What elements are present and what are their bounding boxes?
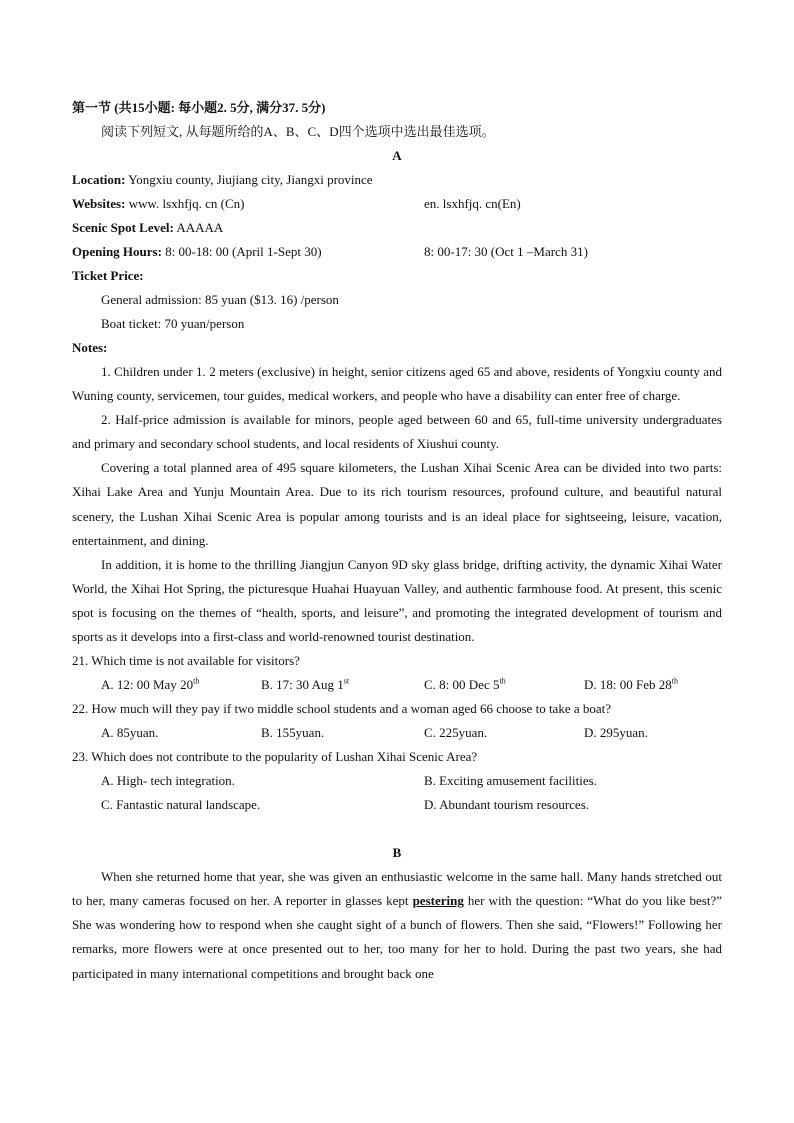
question-22-option-b[interactable]: B. 155yuan. [261, 725, 325, 741]
location-value: Yongxiu county, Jiujiang city, Jiangxi province [125, 172, 373, 187]
ticket-boat: Boat ticket: 70 yuan/person [101, 316, 245, 331]
passage-b-letter: B [392, 845, 402, 861]
notes-label: Notes: [72, 340, 108, 355]
question-23-option-a[interactable]: A. High- tech integration. [101, 773, 235, 789]
websites-row [72, 192, 722, 216]
websites-cn: www. lsxhfjq. cn (Cn) [125, 196, 245, 211]
question-23-option-c[interactable]: C. Fantastic natural landscape. [101, 797, 261, 813]
level-label: Scenic Spot Level: [72, 220, 174, 235]
exam-page [72, 96, 722, 986]
question-23-option-b[interactable]: B. Exciting amusement facilities. [424, 773, 597, 789]
opening-hours-row [72, 240, 722, 264]
question-22-option-a[interactable]: A. 85yuan. [101, 725, 159, 741]
underlined-word-pestering: pestering [412, 893, 464, 909]
question-23-options-row-1 [72, 769, 722, 793]
question-21-option-c[interactable]: C. 8: 00 Dec 5th [424, 676, 506, 693]
question-22-option-c[interactable]: C. 225yuan. [424, 725, 488, 741]
passage-a-paragraph-1: Covering a total planned area of 495 square kilometers, the Lushan Xihai Scenic Area can be divided into two parts: Xihai Lake Area and Yunju Mountain Area. Due to its rich tourism resources, profound culture, and beautiful natural scenery, the Lushan Xihai Scenic Area is popular among tourists and is an ideal place for sightseeing, leisure, vacation, entertainment, and dining. [72, 460, 722, 548]
question-23-stem: 23. Which does not contribute to the popularity of Lushan Xihai Scenic Area? [72, 749, 478, 765]
passage-b-paragraph: When she returned home that year, she was given an enthusiastic welcome in the same hall. Many hands stretched out to her, many cameras focused on her. A reporter in glasses kept pestering her with the question: “What do you like best?” She was wondering how to respond when she caught sight of a bunch of flowers. Then she said, “Flowers!” Following her remarks, more flowers were at once presented out to her, too many for her to hold. During the past two years, she had participated in many international competitions and brought back one [72, 869, 722, 981]
question-21-option-a[interactable]: A. 12: 00 May 20th [101, 676, 200, 693]
passage-a-paragraph-2: In addition, it is home to the thrilling Jiangjun Canyon 9D sky glass bridge, drifting activity, the dynamic Xihai Water World, the Xihai Hot Spring, the picturesque Huahai Huayuan Valley, and authentic farmhouse food. At present, this scenic spot is focusing on the themes of “health, sports, and leisure”, and promoting the integrated development of tourism and sports as it develops into a first-class and world-renowned tourist destination. [72, 556, 722, 645]
hours-winter: 8: 00-17: 30 (Oct 1 –March 31) [424, 244, 588, 259]
question-22-stem: 22. How much will they pay if two middle school students and a woman aged 66 choose to take a boat? [72, 701, 612, 717]
question-23-options-row-2 [72, 793, 722, 817]
question-22-options [72, 721, 722, 745]
section-header: 第一节 (共15小题: 每小题2. 5分, 满分37. 5分) [72, 100, 326, 115]
passage-a-letter: A [392, 148, 402, 163]
scenic-level-row [72, 216, 722, 240]
instruction: 阅读下列短文, 从每题所给的A、B、C、D四个选项中选出最佳选项。 [101, 124, 495, 139]
question-21-stem: 21. Which time is not available for visitors? [72, 653, 300, 669]
level-value: AAAAA [173, 220, 224, 235]
spacer [72, 817, 722, 841]
question-23-option-d[interactable]: D. Abundant tourism resources. [424, 797, 590, 813]
hours-summer: 8: 00-18: 00 (April 1-Sept 30) [161, 244, 322, 259]
websites-label: Websites: [72, 196, 126, 211]
note-2: 2. Half-price admission is available for minors, people aged between 60 and 65, full-time university undergraduates and primary and secondary school students, and local residents of Xiushui county. [72, 412, 722, 452]
location-label: Location: [72, 172, 126, 187]
question-21-options [72, 673, 722, 697]
note-1: 1. Children under 1. 2 meters (exclusive) in height, senior citizens aged 65 and above, residents of Yongxiu county and Wuning county, servicemen, tour guides, medical workers, and people who have a disability can enter free of charge. [72, 364, 722, 404]
location-row [72, 168, 722, 192]
ticket-general: General admission: 85 yuan ($13. 16) /person [101, 292, 339, 307]
websites-en: en. lsxhfjq. cn(En) [424, 196, 521, 211]
question-21-option-b[interactable]: B. 17: 30 Aug 1st [261, 676, 350, 693]
question-22-option-d[interactable]: D. 295yuan. [584, 725, 648, 741]
ticket-label: Ticket Price: [72, 268, 144, 283]
hours-label: Opening Hours: [72, 244, 162, 259]
question-21-option-d[interactable]: D. 18: 00 Feb 28th [584, 676, 678, 693]
